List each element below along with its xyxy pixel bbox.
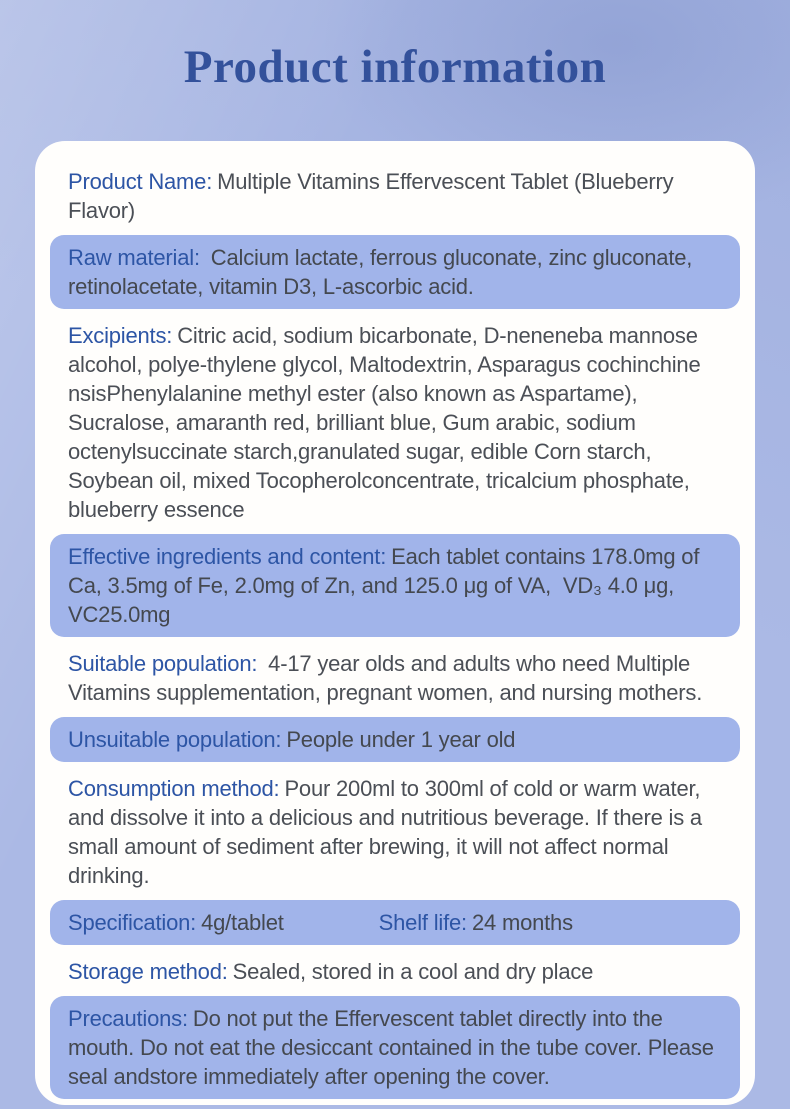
section-precautions (50, 996, 740, 1099)
section-paragraph (68, 542, 725, 629)
specification-pair (68, 908, 284, 937)
section-label: Storage method: (68, 959, 228, 984)
section-paragraph (68, 957, 725, 986)
section-text: Citric acid, sodium bicarbonate, D-neneneba mannose alcohol, polye-thylene glycol, Maltodextrin, Asparagus cochinchine nsisPhenylalanine methyl ester (also known as Aspartame), Sucralose, amaranth red, brilliant blue, Gum arabic, sodium octenylsuccinate starch,granulated sugar, edible Corn starch, Soybean oil, mixed Tocopherolconcentrate, tricalcium phosphate, blueberry essence (68, 323, 707, 522)
shelf-life-pair (379, 908, 573, 937)
section-suitable-population (50, 649, 740, 707)
section-label: Consumption method: (68, 776, 280, 801)
section-label: Shelf life: (378, 910, 467, 935)
section-label: Raw material: (68, 245, 200, 270)
section-raw-material (50, 235, 740, 309)
section-text: Do not put the Effervescent tablet directly into the mouth. Do not eat the desiccant contained in the tube cover. Please seal andstore immediately after opening the cover. (68, 1006, 720, 1089)
section-paragraph (68, 321, 725, 524)
section-text: Pour 200ml to 300ml of cold or warm water, and dissolve it into a delicious and nutritious beverage. If there is a small amount of sediment after brewing, it will not affect normal drinking. (68, 776, 708, 888)
section-excipients (50, 321, 740, 524)
section-text: Multiple Vitamins Effervescent Tablet (Blueberry Flavor) (68, 169, 680, 223)
section-paragraph (68, 725, 725, 754)
section-consumption-method (50, 774, 740, 890)
section-label: Excipients: (68, 323, 173, 348)
section-effective-ingredients (50, 534, 740, 637)
section-label: Product Name: (68, 169, 213, 194)
section-text: 4-17 year olds and adults who need Multiple Vitamins supplementation, pregnant women, and nursing mothers. (68, 651, 703, 705)
section-paragraph (68, 649, 725, 707)
section-unsuitable-population (50, 717, 740, 762)
section-label: Suitable population: (68, 651, 258, 676)
section-text: Calcium lactate, ferrous gluconate, zinc gluconate, retinolacetate, vitamin D3, L-ascorbic acid. (68, 245, 699, 299)
section-storage-method (50, 957, 740, 986)
section-text: 24 months (471, 910, 573, 935)
product-info-card (35, 141, 755, 1105)
section-label: Unsuitable population: (68, 727, 282, 752)
section-paragraph (68, 1004, 725, 1091)
section-text: Sealed, stored in a cool and dry place (232, 959, 594, 984)
section-specification-shelf-life (50, 900, 740, 945)
section-text: Each tablet contains 178.0mg of Ca, 3.5mg of Fe, 2.0mg of Zn, and 125.0 μg of VA, VD₃ 4.0 μg, VC25.0mg (68, 544, 706, 627)
section-label: Precautions: (68, 1006, 188, 1031)
section-label: Specification: (68, 910, 197, 935)
section-product-name (50, 167, 740, 225)
section-label: Effective ingredients and content: (68, 544, 387, 569)
section-text: People under 1 year old (286, 727, 516, 752)
page-title: Product information (183, 41, 607, 93)
section-paragraph (68, 167, 725, 225)
section-paragraph (68, 243, 725, 301)
section-text: 4g/tablet (201, 910, 284, 935)
section-paragraph (68, 774, 725, 890)
